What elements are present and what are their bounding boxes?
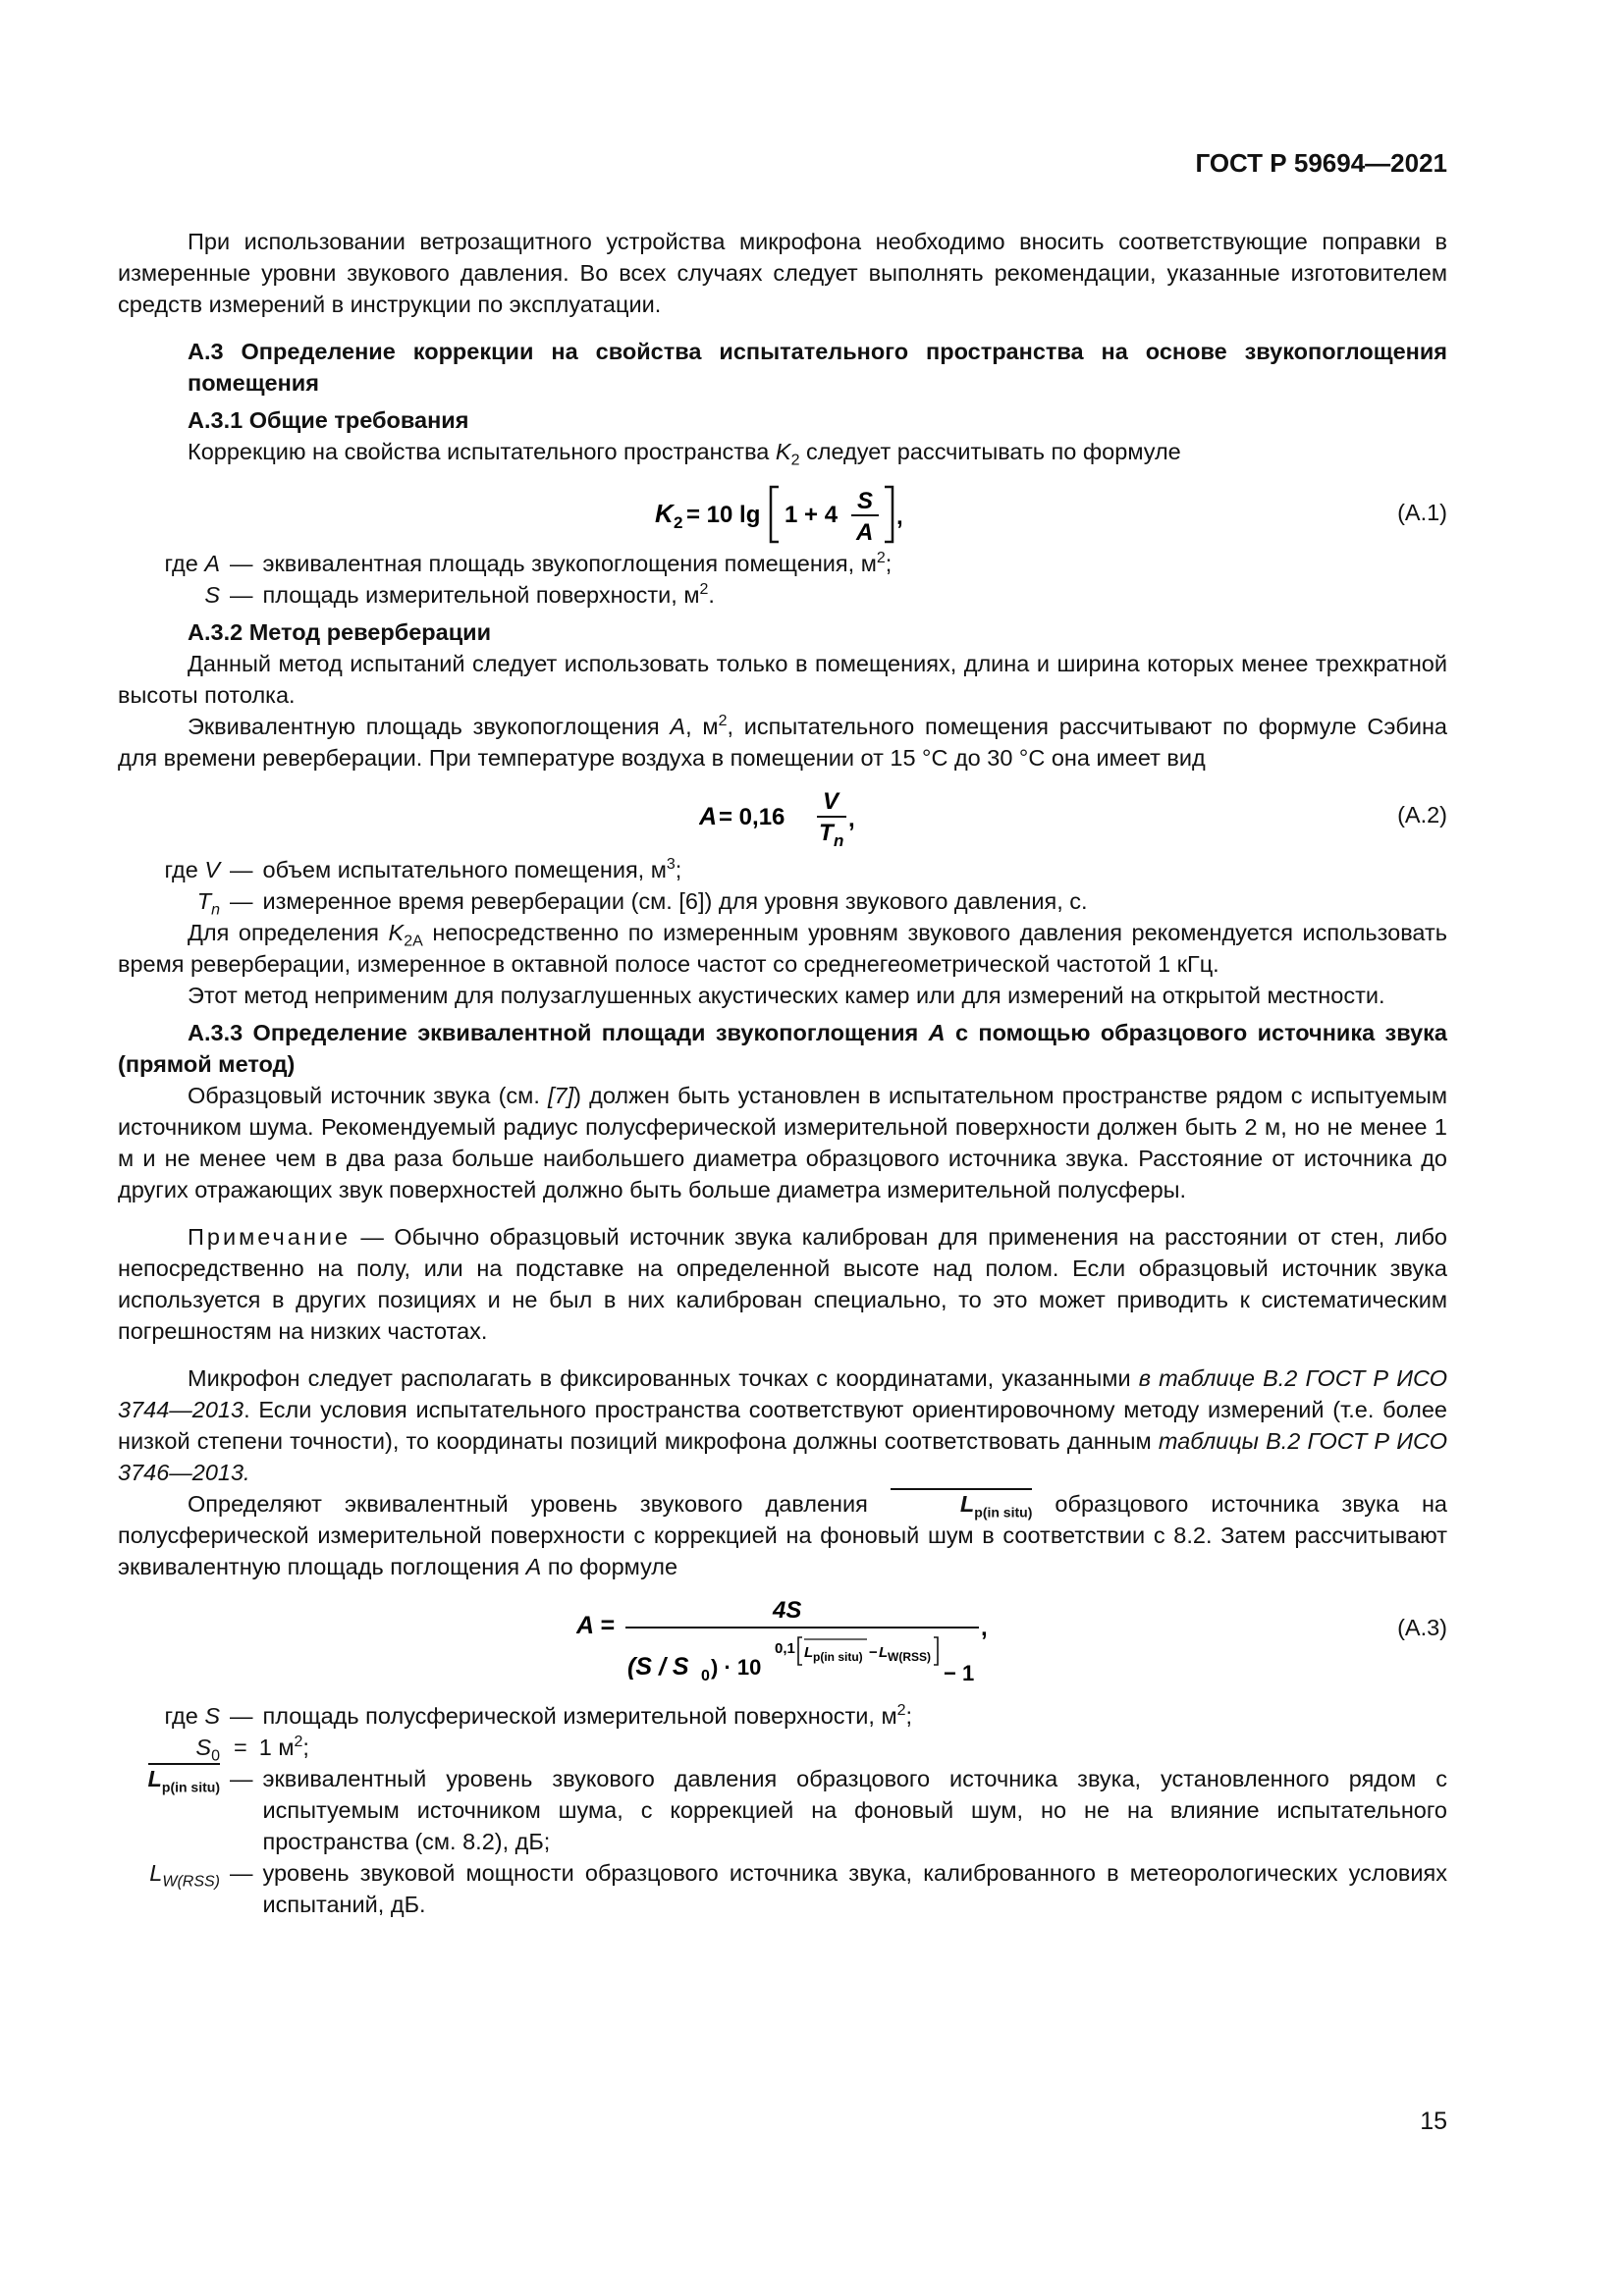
paragraph-a32-1: Данный метод испытаний следует использовать только в помещениях, длина и ширина которых менее трехкратной высоты потолка. xyxy=(118,651,1447,708)
formula-a1-bracket-left xyxy=(771,487,779,542)
overline-term: $L_{p(in situ)}$ xyxy=(148,1763,220,1791)
formula-a2-number: (А.2) xyxy=(1397,802,1447,828)
formula-a3-den-b: ) · 10 xyxy=(711,1655,762,1680)
definition-row: где A — эквивалентная площадь звукопоглощения помещения, $м^2$; xyxy=(164,550,893,576)
formula-a1-lhs: K xyxy=(655,499,674,528)
formula-a3-tail: , xyxy=(981,1615,988,1641)
formula-a1 xyxy=(118,467,1447,548)
formula-a3-lhs: A = xyxy=(576,1612,615,1639)
definition-row: где V — объем испытательного помещения, $м^3$; xyxy=(164,856,682,882)
definition-row: где S — площадь полусферической измерительной поверхности, $м^2$; xyxy=(164,1702,913,1729)
definition-row: $L_{W(RSS)}$ — уровень звуковой мощности образцового источника звука, калиброванного в метеорологических условиях испытаний, дБ. xyxy=(149,1860,1447,1917)
formula-a3-exp-coef: 0,1 xyxy=(775,1640,795,1657)
formula-a3-den-a: (S / S xyxy=(627,1653,689,1681)
definition-row: S — площадь измерительной поверхности, $м^2$. xyxy=(204,581,715,608)
paragraph-a31: Коррекцию на свойства испытательного пространства $K_2$ следует рассчитывать по формуле xyxy=(188,439,1181,469)
section-heading-a3: А.3 Определение коррекции на свойства испытательного пространства на основе звукопоглощения помещения xyxy=(188,339,1447,396)
formula-a1-number: (А.1) xyxy=(1397,500,1447,525)
formula-a3-den-a-sub: 0 xyxy=(701,1668,710,1684)
formula-a1-bracket-right xyxy=(885,487,893,542)
paragraph-a33-3: Определяют эквивалентный уровень звукового давления $L_{p(in situ)}$ образцового источника звука на полусферической измерительной поверхности с коррекцией на фоновый шум в соответствии с 8.2. Затем рассчитывают эквивалентную площадь поглощения A по формуле xyxy=(118,1488,1447,1582)
definition-row: $L_{p(in situ)}$ — эквивалентный уровень звукового давления образцового источника звука, установленного рядом с испытуемым источником шума, с коррекцией на фоновый шум, но не на влияние испытательного пространства (см. 8.2), дБ; xyxy=(118,1763,1447,1857)
formula-a3-exp-l1-sub: p(in situ) xyxy=(813,1650,863,1664)
formula-a2 xyxy=(118,774,1447,854)
paragraph-a33-2: Микрофон следует располагать в фиксированных точках с координатами, указанными в таблице В.2 ГОСТ Р ИСО 3744—2013. Если условия испытательного пространства соответствуют ориентировочному методу измерений (т.е. более низкой степени точности), то координаты позиций микрофона должны соответствовать данным таблицы В.2 ГОСТ Р ИСО 3746—2013. xyxy=(118,1365,1448,1485)
formula-a3-exp-l1: L xyxy=(804,1644,814,1661)
formula-a2-graphic xyxy=(699,783,866,852)
document-page xyxy=(118,0,1447,2296)
formula-a3-exp-l2-sub: W(RSS) xyxy=(888,1650,931,1664)
formula-a2-den-sub: n xyxy=(834,831,844,850)
formula-a2-eq: = 0,16 xyxy=(719,804,785,830)
paragraph-a33-1: Образцовый источник звука (см. [7]) должен быть установлен в испытательном пространстве рядом с испытуемым источником шума. Рекомендуемый радиус полусферической измерительной поверхности должен быть 2 м, но не менее 1 м и не менее чем в два раза больше наибольшего диаметра образцового источника звука. Расстояние от источника до других отражающих звук поверхностей должно быть больше диаметра измерительной полусферы. xyxy=(118,1083,1447,1202)
formula-a2-num: V xyxy=(823,788,839,815)
formula-a3-exp-bracket-right xyxy=(934,1637,938,1665)
formula-a3-exp-bracket-left xyxy=(798,1637,802,1665)
formula-a3-num: 4S xyxy=(773,1597,802,1624)
formula-a1-graphic xyxy=(655,479,910,548)
definition-row: $T_n$ — измеренное время реверберации (см. [6]) для уровня звукового давления, с. xyxy=(196,888,1088,919)
formula-a1-den: A xyxy=(856,519,874,546)
formula-a2-den: T xyxy=(819,820,834,846)
formula-a3 xyxy=(118,1582,1447,1690)
formula-a3-number: (А.3) xyxy=(1397,1615,1447,1640)
definitions-a2 xyxy=(118,854,1447,917)
section-heading-a33: А.3.3 Определение эквивалентной площади звукопоглощения A с помощью образцового источника звука (прямой метод) xyxy=(118,1020,1447,1077)
page-content xyxy=(118,226,1447,1920)
formula-a2-tail: , xyxy=(848,806,855,832)
overline-term: $L_{p(in situ)}$ xyxy=(891,1488,1032,1517)
paragraph-a32-3: Для определения $K_{2A}$ непосредственно по измеренным уровням звукового давления рекомендуется использовать время реверберации, измеренное в октавной полосе частот со среднегеометрической частотой 1 кГц. xyxy=(118,920,1447,977)
definition-row: $S_0$ = 1 $м^2$; xyxy=(195,1734,309,1765)
formula-a3-exp-l2: L xyxy=(879,1644,889,1661)
formula-a3-graphic xyxy=(576,1588,989,1686)
formula-a1-lhs-sub: 2 xyxy=(674,513,683,532)
formula-a1-eq: = 10 lg xyxy=(686,502,761,528)
note-label: Примечание xyxy=(188,1224,352,1250)
paragraph-a32-4: Этот метод неприменим для полузаглушенных акустических камер или для измерений на открытой местности. xyxy=(188,983,1385,1008)
formula-a2-lhs: A xyxy=(699,803,718,830)
document-header: ГОСТ Р 59694—2021 xyxy=(1195,148,1447,178)
section-heading-a31: А.3.1 Общие требования xyxy=(188,407,469,433)
definitions-a3 xyxy=(118,1700,1447,1920)
formula-a1-inner: 1 + 4 xyxy=(785,502,839,528)
section-heading-a32: А.3.2 Метод реверберации xyxy=(188,619,492,645)
formula-a3-den-c: − 1 xyxy=(944,1661,975,1685)
paragraph-a32-2: Эквивалентную площадь звукопоглощения A, $м^2$, испытательного помещения рассчитывают по формуле Сэбина для времени реверберации. При температуре воздуха в помещении от 15 °С до 30 °С она имеет вид xyxy=(118,713,1447,771)
formula-a3-exp-minus: − xyxy=(869,1644,878,1661)
page-number: 15 xyxy=(1420,2108,1447,2135)
formula-a1-num: S xyxy=(857,488,874,514)
definitions-a1 xyxy=(118,548,1447,611)
formula-a1-tail: , xyxy=(896,504,903,530)
note: Примечание — Обычно образцовый источник звука калиброван для применения на расстоянии от стен, либо непосредственно на полу, или на подставке на определенной высоте над полом. Если образцовый источник звука используется в других позициях и не был в них калиброван специально, то это может приводить к систематическим погрешностям на низких частотах. xyxy=(118,1224,1447,1344)
paragraph-windscreen: При использовании ветрозащитного устройства микрофона необходимо вносить соответствующие поправки в измеренные уровни звукового давления. Во всех случаях следует выполнять рекомендации, указанные изготовителем средств измерений в инструкции по эксплуатации. xyxy=(118,229,1447,317)
